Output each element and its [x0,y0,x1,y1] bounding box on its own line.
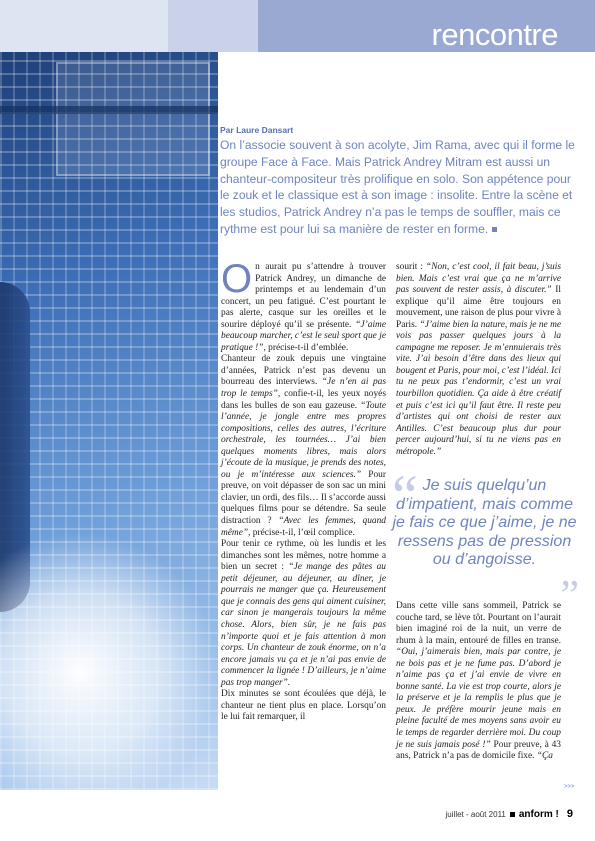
article-photo [0,52,218,790]
photo-dark-bar [0,106,218,114]
intro-paragraph [220,137,577,238]
header-band-left [0,0,168,52]
continued-marker: >>> [564,784,575,790]
section-title: rencontre [431,17,558,52]
body-paragraph: Dans cette ville sans sommeil, Patrick se couche tard, se lève tôt. Pourtant on l’aurait bien imaginé roi de la nuit, un verre de rhum à la main, entouré de filles en transe. “Oui, j’aimerais bien, mais par contre, je ne bois pas et je ne fume pas. D’abord je n’aime pas ça et j’ai envie de vivre en bonne santé. La vie est trop courte, alors je la préserve et je la remplis le plus que je peux. Je préfère mourir jeune mais en pleine faculté de mes moyens sans avoir eu le temps de regarder derrière moi. Du coup je ne suis jamais posé !” Pour preuve, à 43 ans, Patrick n’a pas de domicile fixe. “Ça [396,601,561,762]
article-column-2-continued [396,601,561,763]
body-paragraph: Dix minutes se sont écoulées que déjà, le chanteur ne tient plus en place. Lorsqu’on le lui fait remarquer, il [221,689,386,723]
page-number: 9 [566,808,573,820]
body-paragraph: Chanteur de zouk depuis une vingtaine d’années, Patrick n’est pas devenu un bourreau des interviews. “Je n’en ai pas trop le temps”, confie-t-il, les yeux noyés dans les bulles de son eau gazeuse. “Toute l’année, je jongle entre mes propres compositions, celles des autres, l’écriture orchestrale, les tournées… J’ai bien quelques moments libres, mais alors j’écoute de la musique, je prends des notes, ou je m’intéresse aux sciences.” Pour preuve, on voit dépasser de son sac un mini clavier, un ordi, des fils… Il s’accorde aussi quelques films pour se détendre. Sa seule distraction ? “Avec les femmes, quand même”, précise-t-il, l’œil complice. [221,354,386,538]
pull-quote-text: Je suis quelqu’un d’impatient, mais comme je fais ce que j’aime, je ne ressens pas de pression ou d’angoisse. [392,477,577,569]
article-column-2 [396,262,561,458]
drop-cap: O [221,257,253,301]
quote-close-icon: ” [560,573,579,619]
intro-text: On l’associe souvent à son acolyte, Jim Rama, avec qui il forme le groupe Face à Face. Mais Patrick Andrey Mitram est aussi un chanteur-compositeur très prolifique en solo. Son appétence pour le zouk et le classique est à son image : insolite. Entre la scène et les studios, Patrick Andrey n’a pas le temps de souffler, mais ce rythme est pour lui sa manière de rester en forme. [220,138,575,236]
body-paragraph: sourit : “Non, c’est cool, il fait beau, j’suis bien. Mais c’est vrai que ça ne m’arrive pas souvent de rester assis, à discuter.” Il explique qu’il aime être toujours en mouvement, une raison de plus pour vivre à Paris. “J’aime bien la nature, mais je ne me vois pas passer quelques jours à la campagne me reposer. Je m’ennuierais très vite. J’ai besoin d’être dans des lieux qui bougent et Paris, pour moi, c’est l’idéal. Ici tu ne peux pas t’endormir, c’est un vrai tourbillon quotidien. Ça aide à être créatif et puis c’est ici qu’il faut être. Il reste peu d’artistes qui ont choisi de rester aux Antilles. C’est beaucoup plus dur pour percer aujourd’hui, si tu ne viens pas en métropole.” [396,262,562,457]
byline: Par Laure Dansart [220,125,294,135]
page-footer [446,808,573,820]
body-paragraph: On aurait pu s’attendre à trouver Patrick Andrey, un dimanche de printemps et au lendemain d’un concert, un peu fatigué. C’est pourtant le pas alerte, casque sur les oreilles et le sourire déployé qu’il se présente. “J’aime beaucoup marcher, c’est le seul sport que je pratique !”, précise-t-il d’emblée. [221,257,386,353]
quote-open-icon: “ [392,463,418,528]
photo-window-reflection [56,62,210,176]
magazine-name: anform ! [518,809,559,820]
article-column-1 [221,257,386,724]
issue-date: juillet - août 2011 [445,810,506,819]
end-mark-icon [492,227,497,232]
body-paragraph: Pour tenir ce rythme, où les lundis et les dimanches sont les mêmes, notre homme a bien un secret : “Je mange des pâtes au petit déjeuner, au déjeuner, au dîner, je pourrais ne manger que ça. Heureusement que je connais des gens qui aiment cuisiner, car sinon je mangerais toujours la même chose. Alors, bien sûr, je ne fais pas n’importe quoi et je fais attention à mon corps. Un chanteur de zouk énorme, on n’a encore jamais vu ça et je n’ai pas envie de commencer la lignée ! D’ailleurs, je n’aime pas trop manger”. [221,539,386,688]
footer-square-icon [510,812,515,817]
pull-quote [392,463,579,619]
